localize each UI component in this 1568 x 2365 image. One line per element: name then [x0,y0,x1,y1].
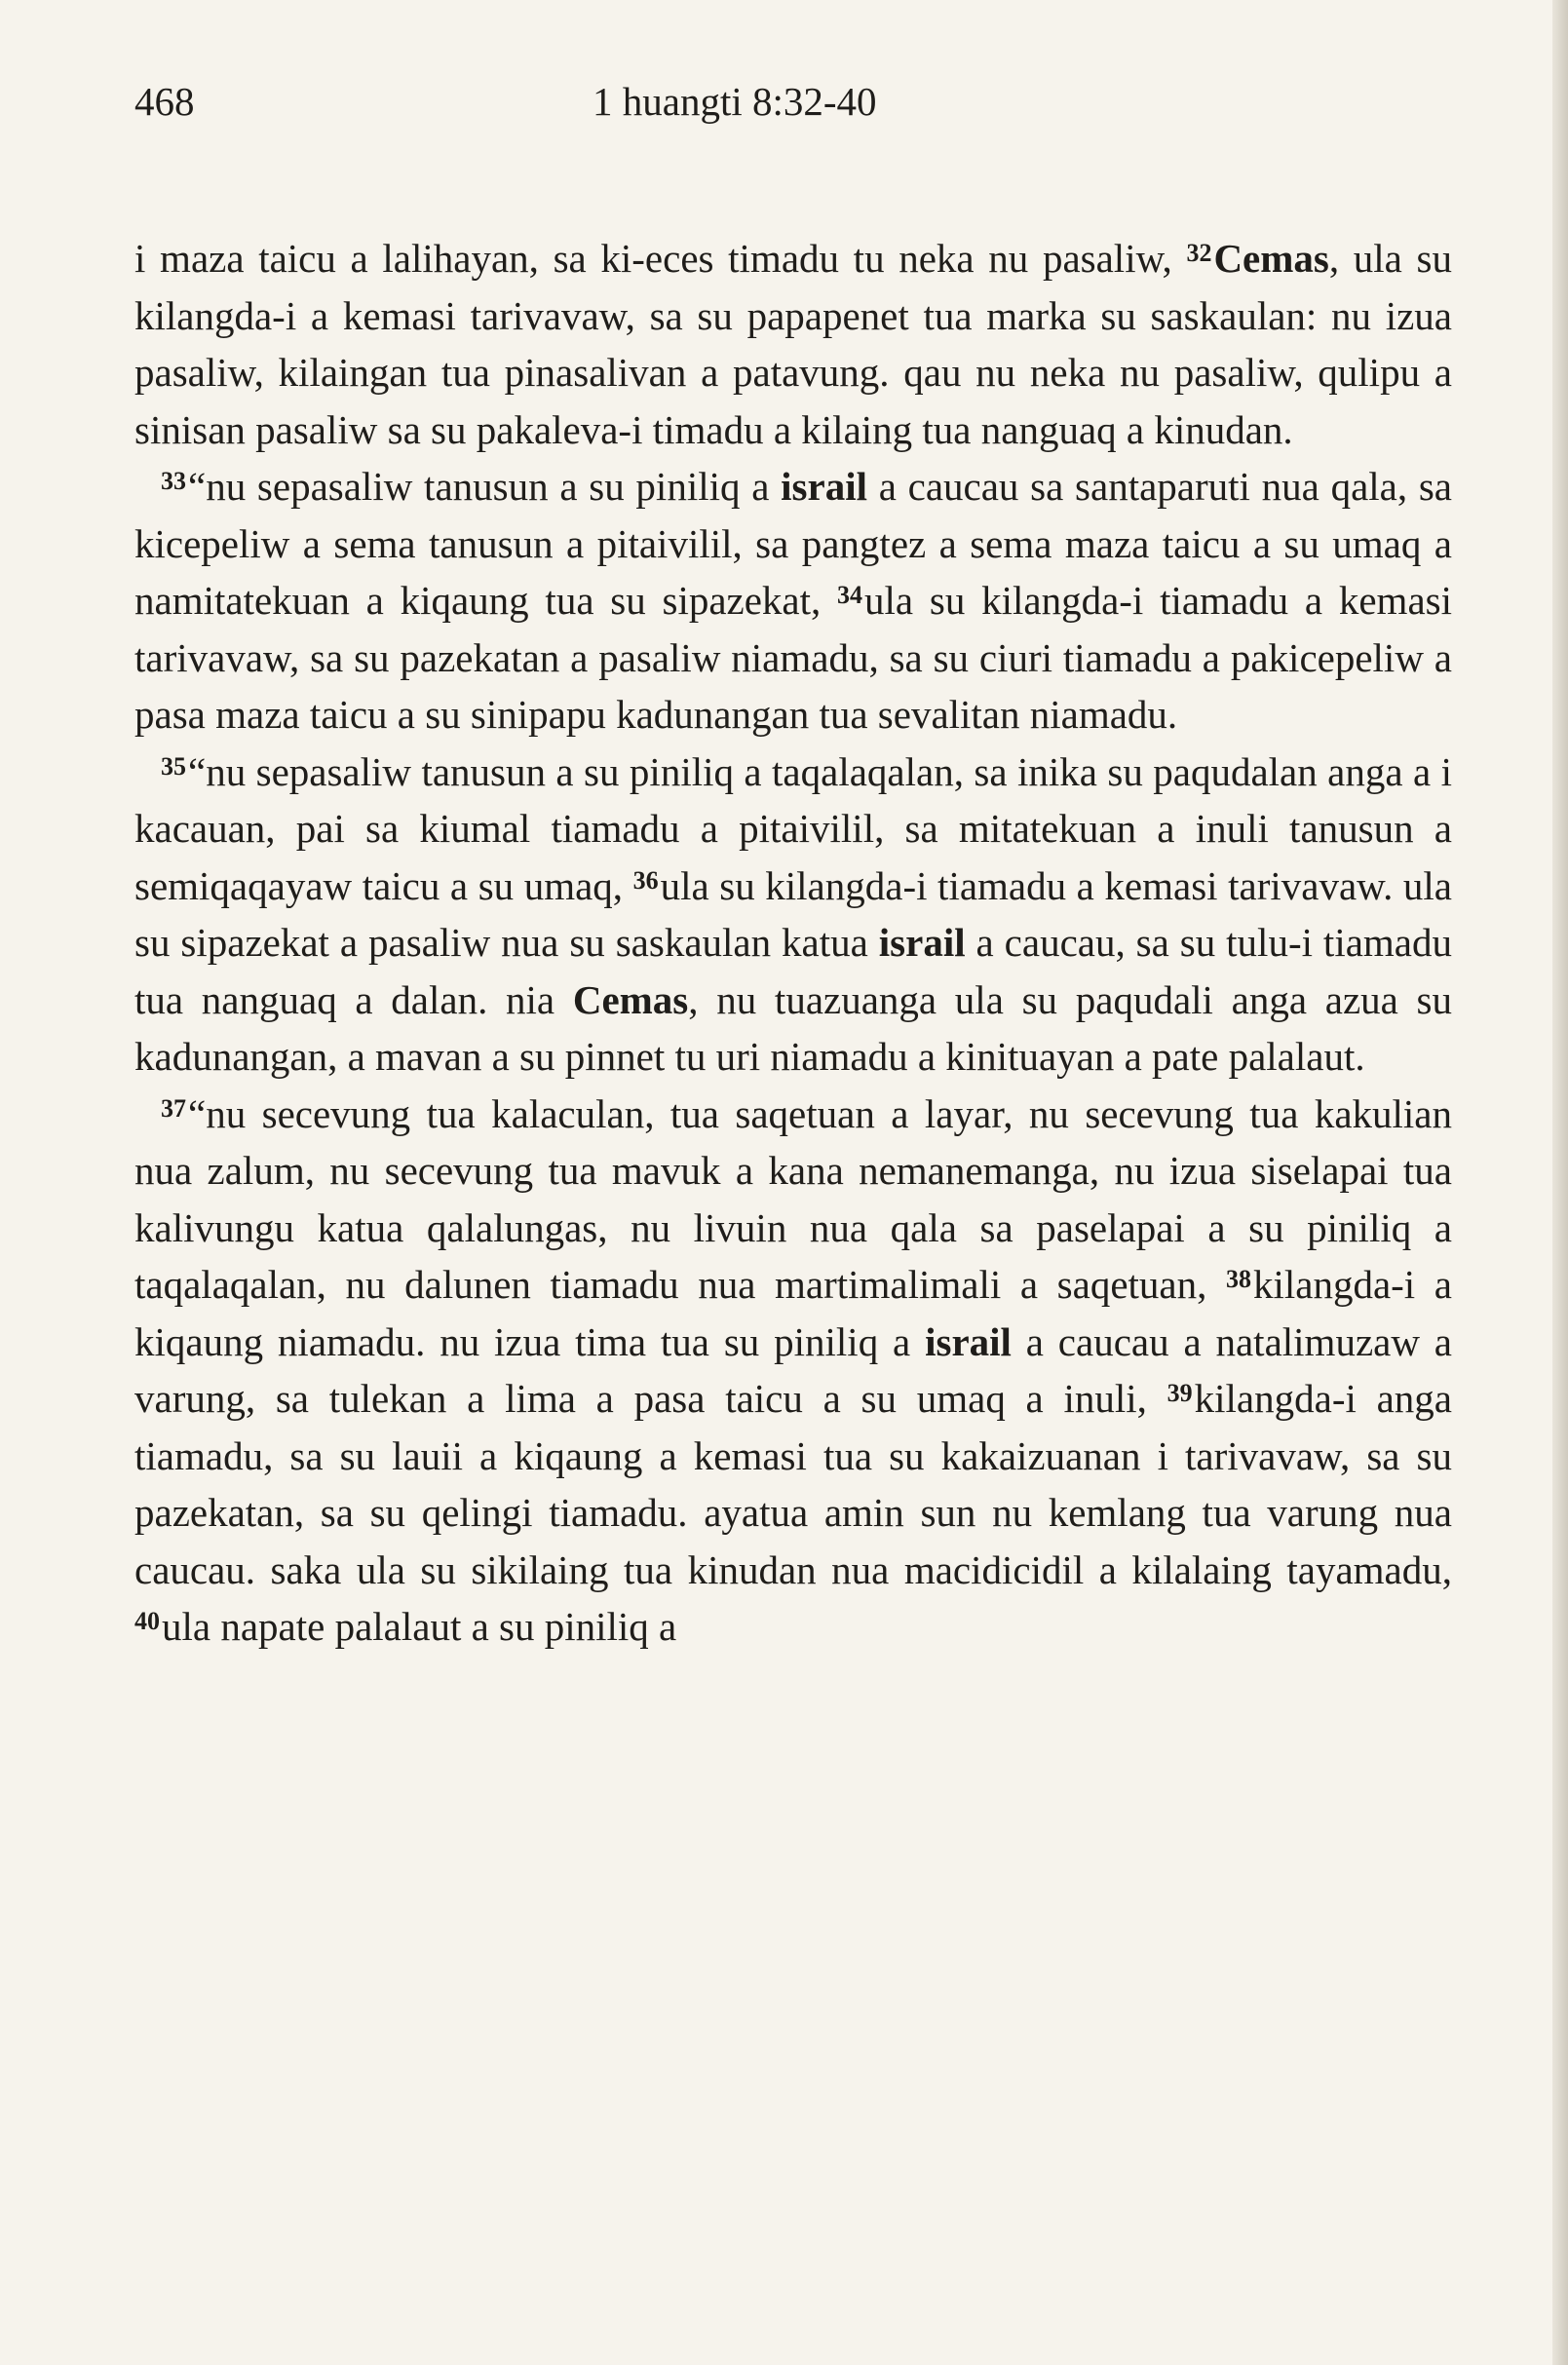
paragraph [134,458,1452,744]
paragraph [134,1086,1452,1656]
bold-name: Cemas [572,976,689,1022]
text-segment: “nu secevung tua kalaculan, tua saqetuan a layar, nu secevung tua kakulian nua zalum, nu secevung tua mavuk a kana nemanemanga, nu izua siselapai tua kalivungu katua qalalungas, nu livuin nua qala sa paselapai a su piniliq a taqalaqalan, nu dalunen tiamadu nua martimalimali a saqetuan, [134,1090,1452,1307]
text-segment: “nu sepasaliw tanusun a su piniliq a [188,464,782,509]
bold-name: israil [781,464,867,509]
text-segment: kilangda-i anga tiamadu, sa su lauii a kiqaung a kemasi tua su kakaizuanan i tarivavaw, sa su pazekatan, sa su qelingi tiamadu. ayatua amin sun nu kemlang tua varung nua caucau. saka ula su sikilaing tua kinudan nua macidicidil a kilalaing tayamadu, [134,1376,1452,1592]
page-header [134,68,1452,136]
text-segment: ula su kilangda-i tiamadu a kemasi tarivavaw. ula su sipazekat a pasaliw nua su saskaulan katua [134,862,1452,965]
running-head: 1 huangti 8:32-40 [593,79,877,124]
body-text [134,230,1452,1656]
document-page [134,68,1452,1656]
verse-number: 35 [161,751,186,781]
verse-number: 40 [134,1607,160,1635]
bold-name: israil [878,920,966,965]
paragraph [134,744,1452,1086]
page-number: 468 [134,79,195,124]
text-segment: i maza taicu a lalihayan, sa ki-eces timadu tu neka nu pasaliw, [134,236,1187,281]
page-edge [1552,0,1568,2365]
verse-number: 38 [1225,1265,1251,1293]
verse-number: 32 [1186,239,1212,267]
bold-name: israil [925,1318,1012,1364]
text-segment: a caucau sa santaparuti nua qala, sa kicepeliw a sema tanusun a pitaivilil, sa pangtez a sema maza taicu a su umaq a namitatekuan a kiqaung tua su sipazekat, [134,464,1452,623]
paragraph [134,230,1452,458]
text-segment: a caucau a natalimuzaw a varung, sa tulekan a lima a pasa taicu a su umaq a inuli, [134,1318,1452,1421]
bold-name: Cemas [1213,236,1329,281]
text-segment: kilangda-i a kiqaung niamadu. nu izua tima tua su piniliq a [134,1262,1452,1364]
verse-number: 34 [837,581,863,609]
verse-number: 39 [1166,1379,1193,1407]
verse-number: 36 [632,865,659,895]
text-segment: , ula su kilangda-i a kemasi tarivavaw, sa su papapenet tua marka su saskaulan: nu izua pasaliw, kilaingan tua pinasalivan a patavung. qau nu neka nu pasaliw, qulipu a sinisan pasaliw sa su pakaleva-i timadu a kilaing tua nanguaq a kinudan. [134,236,1452,452]
text-segment: ula napate palalaut a su piniliq a [162,1604,677,1649]
verse-number: 37 [161,1093,186,1123]
verse-number: 33 [161,467,186,495]
text-segment: , nu tuazuanga ula su paqudali anga azua su kadunangan, a mavan a su pinnet tu uri niamadu a kinituayan a pate palalaut. [134,976,1452,1079]
text-segment: “nu sepasaliw tanusun a su piniliq a taqalaqalan, sa inika su paqudalan anga a i kacauan, pai sa kiumal tiamadu a pitaivilil, sa mitatekuan a inuli tanusun a semiqaqayaw taicu a su umaq, [134,748,1452,908]
text-segment: ula su kilangda-i tiamadu a kemasi tarivavaw, sa su pazekatan a pasaliw niamadu, sa su ciuri tiamadu a pakicepeliw a pasa maza taicu a su sinipapu kadunangan tua sevalitan niamadu. [134,578,1452,737]
text-segment: a caucau, sa su tulu-i tiamadu tua nanguaq a dalan. nia [134,920,1452,1022]
